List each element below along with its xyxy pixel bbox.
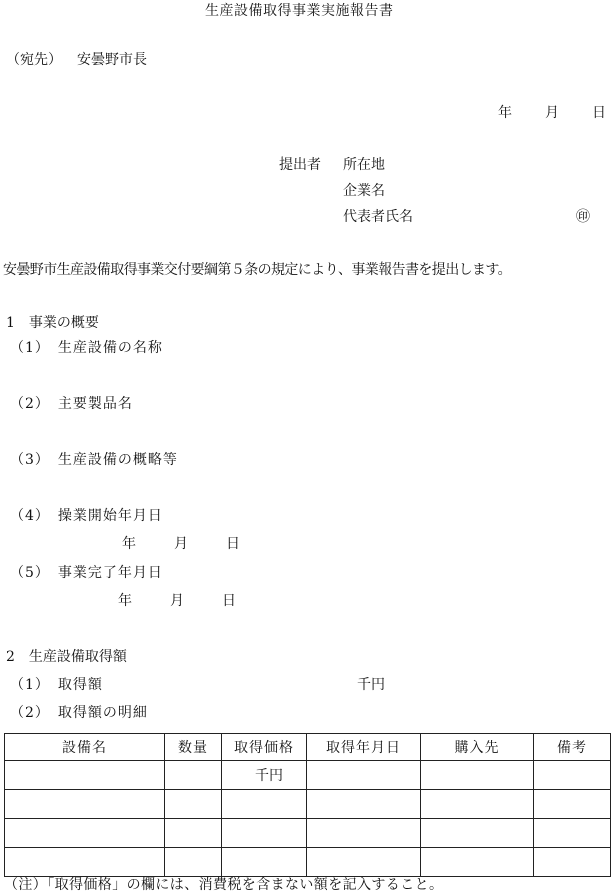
table-cell[interactable] bbox=[165, 761, 222, 790]
section1-item-3: （3） 生産設備の概略等 bbox=[10, 452, 178, 468]
section1-item-5: （5） 事業完了年月日 bbox=[10, 565, 163, 581]
header-equipment-name: 設備名 bbox=[5, 734, 165, 761]
page-title: 生産設備取得事業実施報告書 bbox=[205, 3, 394, 19]
table-cell[interactable] bbox=[5, 819, 165, 848]
table-cell[interactable] bbox=[307, 761, 421, 790]
completion-date-month: 月 bbox=[170, 593, 184, 609]
completion-date-day: 日 bbox=[222, 593, 236, 609]
table-header-row bbox=[5, 734, 611, 761]
table-cell[interactable] bbox=[222, 819, 307, 848]
acquisition-detail-table bbox=[4, 733, 611, 877]
table-cell[interactable] bbox=[165, 848, 222, 877]
addressee-label: （宛先） bbox=[6, 52, 62, 68]
table-cell[interactable] bbox=[421, 790, 534, 819]
table-cell[interactable] bbox=[5, 790, 165, 819]
table-cell[interactable] bbox=[5, 761, 165, 790]
table-cell[interactable] bbox=[534, 761, 611, 790]
table-cell[interactable] bbox=[307, 819, 421, 848]
price-unit-label: 千円 bbox=[255, 768, 283, 784]
header-remarks: 備考 bbox=[534, 734, 611, 761]
header-supplier: 購入先 bbox=[421, 734, 534, 761]
header-acquisition-date: 取得年月日 bbox=[307, 734, 421, 761]
section2-item-1: （1） 取得額 bbox=[10, 677, 103, 693]
header-acquisition-price: 取得価格 bbox=[222, 734, 307, 761]
table-row bbox=[5, 790, 611, 819]
section1-item-2: （2） 主要製品名 bbox=[10, 396, 133, 412]
intro-text: 安曇野市生産設備取得事業交付要綱第５条の規定により、事業報告書を提出します。 bbox=[3, 262, 512, 278]
section1-item-1: （1） 生産設備の名称 bbox=[10, 340, 163, 356]
table-cell-price[interactable] bbox=[222, 761, 307, 790]
submitter-label: 提出者 bbox=[279, 157, 321, 173]
date-day: 日 bbox=[592, 105, 606, 121]
table-cell[interactable] bbox=[307, 790, 421, 819]
table-cell[interactable] bbox=[421, 819, 534, 848]
table-row bbox=[5, 761, 611, 790]
seal-mark: ㊞ bbox=[576, 209, 590, 225]
table-cell[interactable] bbox=[307, 848, 421, 877]
table-cell[interactable] bbox=[534, 848, 611, 877]
table-cell[interactable] bbox=[165, 819, 222, 848]
table-cell[interactable] bbox=[222, 848, 307, 877]
table-row bbox=[5, 848, 611, 877]
table-cell[interactable] bbox=[534, 819, 611, 848]
submitter-address-label: 所在地 bbox=[343, 157, 385, 173]
table-cell[interactable] bbox=[421, 848, 534, 877]
table-cell[interactable] bbox=[222, 790, 307, 819]
date-month: 月 bbox=[545, 105, 559, 121]
header-quantity: 数量 bbox=[165, 734, 222, 761]
section1-item-4: （4） 操業開始年月日 bbox=[10, 508, 163, 524]
table-cell[interactable] bbox=[421, 761, 534, 790]
addressee-name: 安曇野市長 bbox=[77, 52, 147, 68]
submitter-representative-label: 代表者氏名 bbox=[343, 209, 413, 225]
submitter-company-label: 企業名 bbox=[343, 183, 385, 199]
table-cell[interactable] bbox=[534, 790, 611, 819]
section2-heading: 2 生産設備取得額 bbox=[6, 649, 127, 665]
completion-date-year: 年 bbox=[118, 593, 132, 609]
start-date-year: 年 bbox=[122, 536, 136, 552]
table-row bbox=[5, 819, 611, 848]
date-year: 年 bbox=[498, 105, 512, 121]
footnote: （注）「取得価格」の欄には、消費税を含まない額を記入すること。 bbox=[4, 877, 444, 893]
table-cell[interactable] bbox=[165, 790, 222, 819]
acquisition-amount-unit: 千円 bbox=[357, 677, 385, 693]
start-date-day: 日 bbox=[226, 536, 240, 552]
section1-heading: 1 事業の概要 bbox=[6, 315, 99, 331]
start-date-month: 月 bbox=[174, 536, 188, 552]
table-cell[interactable] bbox=[5, 848, 165, 877]
section2-item-2: （2） 取得額の明細 bbox=[10, 705, 148, 721]
